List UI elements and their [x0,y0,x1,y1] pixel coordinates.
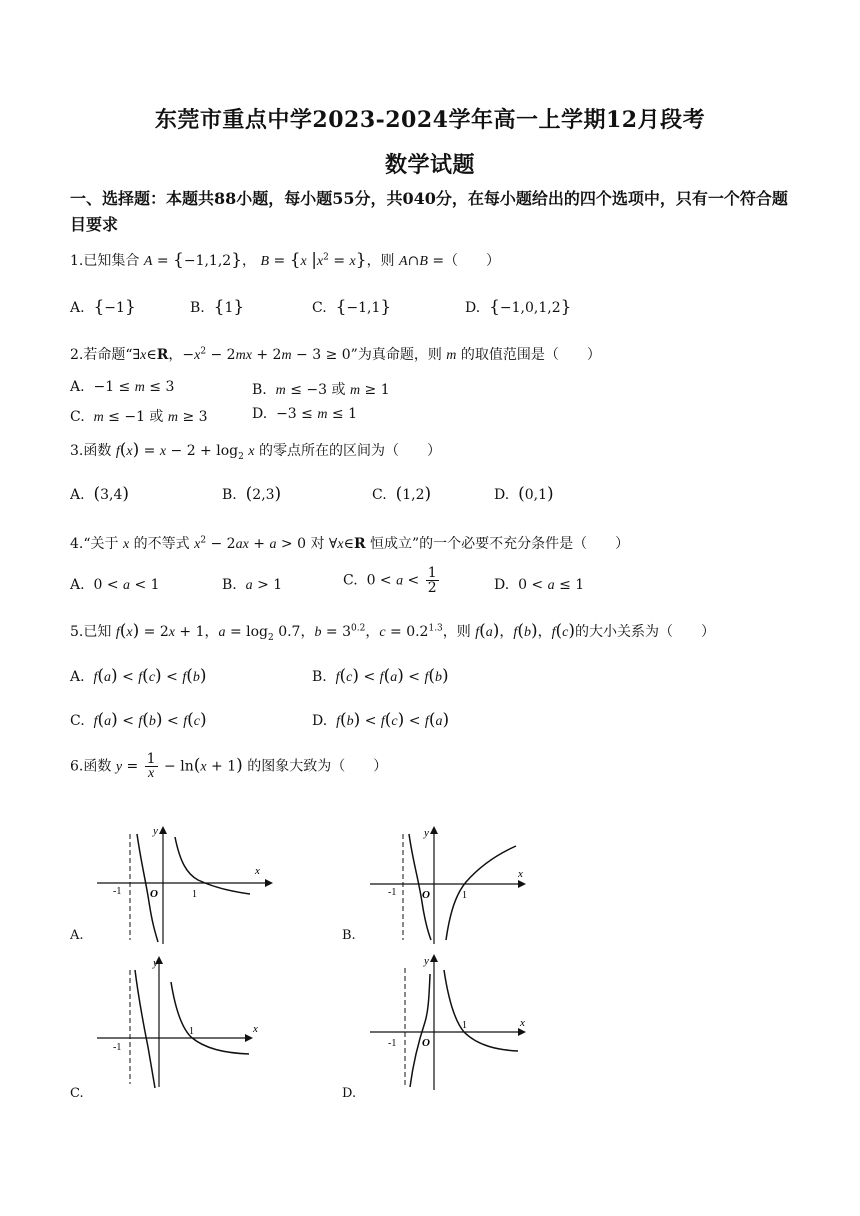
exam-subtitle: 数学试题 [384,152,475,178]
question-3-option-a[interactable]: A. (3,4) [70,484,130,504]
svg-text:x: x [253,1023,258,1035]
svg-text:1: 1 [192,889,197,900]
question-6-option-c[interactable]: C. [70,1086,84,1101]
question-2-option-a[interactable]: A. −1 ≤ m ≤ 3 [70,379,175,395]
question-5-option-d[interactable]: D. f(b) < f(c) < f(a) [312,710,450,730]
question-1-option-a[interactable]: A. {−1} [70,297,136,317]
question-5-stem: 5.已知 f(x) = 2x + 1，$a = \log_2 0.7$，$b = 3^{0.2}$，$c = 0.2^{1.3}$，则 f(a)，f(b)，f(c)的大小关系为（ ） [70,621,715,643]
question-5-option-b[interactable]: B. f(c) < f(a) < f(b) [312,666,449,686]
question-5-option-a[interactable]: A. f(a) < f(c) < f(b) [70,666,207,686]
svg-text:y: y [424,955,429,967]
question-1-option-b[interactable]: B. {1} [190,297,245,317]
svg-text:-1: -1 [388,1038,397,1049]
graph-c [95,952,275,1092]
question-2-option-b[interactable]: B. m ≤ −3 或 m ≥ 1 [252,382,390,398]
svg-text:y: y [424,827,429,839]
svg-text:O: O [150,888,158,900]
question-6-option-a[interactable]: A. [70,928,84,943]
question-6-option-b[interactable]: B. [342,928,356,943]
svg-text:-1: -1 [113,1042,122,1053]
question-3-option-d[interactable]: D. (0,1) [494,484,554,504]
svg-text:1: 1 [462,890,467,901]
question-1-option-c[interactable]: C. {−1,1} [312,297,392,317]
question-1-stem: 1.已知集合 A = {−1,1,2}， B = {x $|x^2 = x$}，则 A∩B =（ ） [70,250,501,270]
question-6-option-d[interactable]: D. [342,1086,357,1101]
svg-text:O: O [422,889,430,901]
question-4-option-d[interactable]: D. 0 < a ≤ 1 [494,577,585,593]
svg-text:y: y [153,825,158,837]
section-heading: 一、选择题：本题共88小题，每小题55分，共040分，在每小题给出的四个选项中，只有一个符合题目要求 [70,189,788,234]
question-4-option-a[interactable]: A. 0 < a < 1 [70,577,160,593]
svg-text:x: x [520,1017,525,1029]
question-3-stem: 3.函数 $f(x) = x - 2 + \log_2 x$ 的零点所在的区间为（ ） [70,440,441,462]
question-2-stem: 2.若命题“∃x∈R，$-x^2 - 2mx + 2m - 3 \ge 0$”为真命题，则 m 的取值范围是（ ） [70,346,601,363]
question-4-option-b[interactable]: B. a > 1 [222,577,283,593]
question-2-option-c[interactable]: C. m ≤ −1 或 m ≥ 3 [70,409,208,425]
svg-text:1: 1 [462,1020,467,1031]
question-3-option-b[interactable]: B. (2,3) [222,484,282,504]
question-3-option-c[interactable]: C. (1,2) [372,484,432,504]
question-4-stem: 4.“关于 x 的不等式 $x^2 - 2ax + a > 0$ 对 ∀x∈R 恒成立”的一个必要不充分条件是（ ） [70,535,630,552]
graph-b [368,822,548,947]
question-4-option-c[interactable]: C. 0 < a < $\frac{1}{2}$ [343,565,437,596]
svg-text:y: y [153,957,158,969]
svg-text:x: x [518,868,523,880]
question-1-option-d[interactable]: D. {−1,0,1,2} [465,297,572,317]
svg-text:-1: -1 [113,886,122,897]
svg-text:x: x [255,865,260,877]
svg-text:-1: -1 [388,887,397,898]
graph-d [368,952,548,1092]
svg-text:O: O [422,1037,430,1049]
svg-text:1: 1 [189,1026,194,1037]
question-5-option-c[interactable]: C. f(a) < f(b) < f(c) [70,710,207,730]
question-2-option-d[interactable]: D. −3 ≤ m ≤ 1 [252,406,358,422]
question-6-stem: 6.函数 y = $\frac{1}{x}$ − ln(x + 1) 的图象大致为（ ） [70,751,388,781]
graph-a [95,822,275,947]
exam-title: 东莞市重点中学2023-2024学年高一上学期12月段考 [154,107,706,133]
